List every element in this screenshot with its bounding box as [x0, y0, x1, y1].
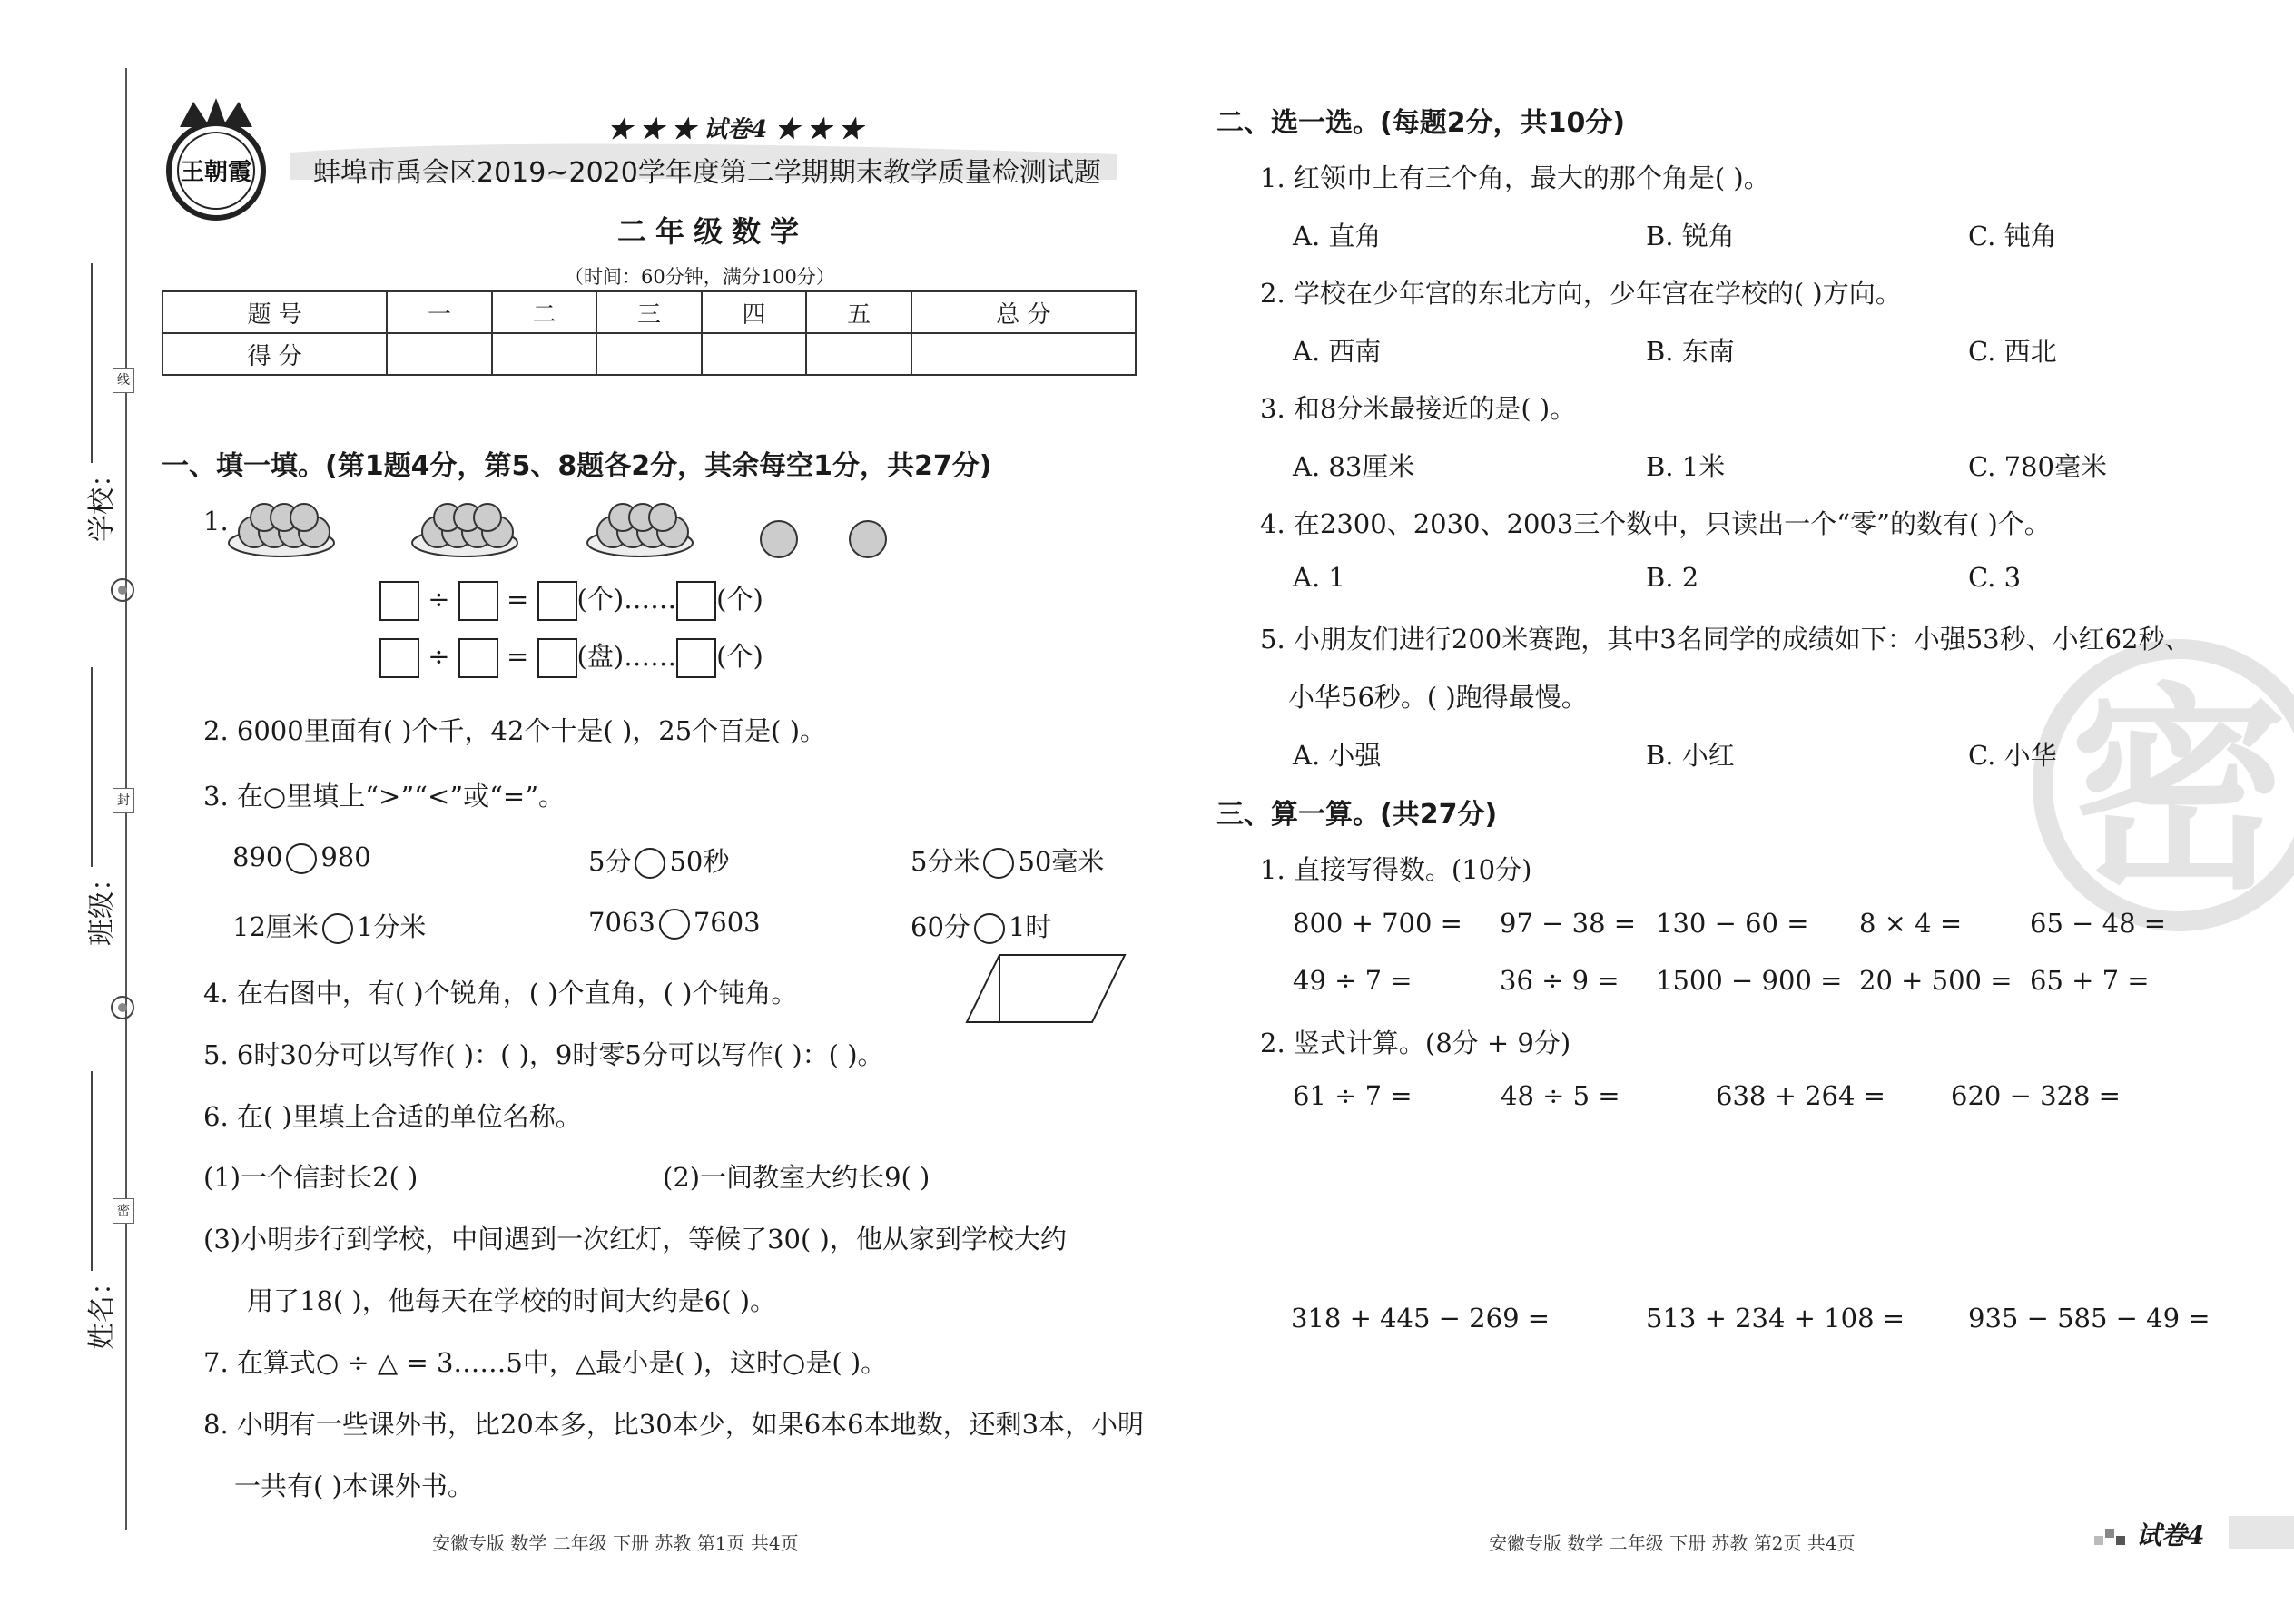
option-b[interactable]: B. 锐角 [1646, 221, 1735, 251]
score-header-cell: 题 号 [162, 291, 387, 333]
answer-box[interactable] [458, 581, 498, 621]
answer-box[interactable] [537, 638, 577, 678]
q6-part3-line2: 用了18( )，他每天在学校的时间大约是6( )。 [247, 1285, 777, 1316]
footer-right: 安徽专版 数学 二年级 下册 苏教 第2页 共4页 [1489, 1532, 1856, 1554]
vertical-calc-item: 620 − 328 = [1951, 1080, 2121, 1111]
option-c[interactable]: C. 小华 [1968, 740, 2057, 771]
q8-line2: 一共有( )本课外书。 [234, 1471, 474, 1501]
paper-badge: ★ ★ ★ 试卷4 ★ ★ ★ [608, 116, 863, 143]
school-label: 学校： [86, 460, 118, 542]
oral-calc-item: 8 × 4 = [1859, 908, 1963, 939]
name-label: 姓名： [86, 1268, 118, 1350]
vertical-calc-item: 48 ÷ 5 = [1501, 1080, 1620, 1111]
option-a[interactable]: A. 直角 [1293, 221, 1382, 251]
option-c[interactable]: C. 钝角 [1968, 221, 2057, 251]
answer-box[interactable] [537, 581, 577, 621]
choice-question: 1. 红领巾上有三个角，最大的那个角是( )。 [1260, 162, 1770, 193]
apple-plates-illustration [227, 497, 899, 561]
compare-item: 5分 50秒 [588, 846, 730, 877]
option-a[interactable]: A. 小强 [1293, 740, 1382, 771]
score-header-cell: 一 [387, 291, 491, 333]
score-cell[interactable] [702, 333, 806, 375]
footer-badge-text: 试卷4 [2136, 1521, 2205, 1550]
answer-box[interactable] [676, 581, 716, 621]
compare-circle[interactable] [635, 848, 665, 879]
vertical-calc-item: 61 ÷ 7 = [1293, 1080, 1413, 1111]
q1-equation-apples: ÷ = (个)…… (个) [379, 579, 763, 621]
footer-left: 安徽专版 数学 二年级 下册 苏教 第1页 共4页 [432, 1532, 799, 1554]
compare-circle[interactable] [286, 843, 317, 874]
option-a[interactable]: A. 1 [1293, 562, 1345, 593]
q6-part3-line1: (3)小明步行到学校，中间遇到一次红灯，等候了30( )，他从家到学校大约 [203, 1224, 1067, 1255]
score-header-cell: 三 [596, 291, 701, 333]
option-b[interactable]: B. 1米 [1646, 451, 1726, 482]
oral-calc-item: 65 − 48 = [2030, 908, 2167, 939]
choice-question: 4. 在2300、2030、2003三个数中，只读出一个“零”的数有( )个。 [1260, 508, 2051, 539]
secret-watermark [2020, 626, 2294, 953]
compare-circle[interactable] [983, 848, 1014, 879]
score-table [162, 290, 1137, 376]
oral-calc-item: 36 ÷ 9 = [1500, 965, 1620, 996]
oral-calc-item: 49 ÷ 7 = [1293, 965, 1413, 996]
answer-box[interactable] [676, 638, 716, 678]
choice-question-5-line1: 5. 小朋友们进行200米赛跑，其中3名同学的成绩如下：小强53秒、小红62秒、 [1260, 624, 2191, 655]
svg-text:密: 密 [2069, 664, 2289, 919]
header-ribbon [272, 98, 1126, 107]
answer-box[interactable] [379, 581, 419, 621]
score-header-row [162, 291, 1136, 333]
section2-heading: 二、选一选。(每题2分，共10分) [1216, 107, 1626, 139]
dots-icon [2092, 1521, 2129, 1549]
vertical-calc-item: 513 + 234 + 108 = [1646, 1303, 1905, 1334]
option-c[interactable]: C. 3 [1968, 562, 2022, 593]
score-header-cell: 二 [492, 291, 596, 333]
oral-calc-item: 65 + 7 = [2030, 965, 2150, 996]
option-c[interactable]: C. 780毫米 [1968, 451, 2107, 482]
option-c[interactable]: C. 西北 [1968, 336, 2057, 367]
option-a[interactable]: A. 西南 [1293, 336, 1382, 367]
exam-title: 蚌埠市禹会区2019~2020学年度第二学期期末教学质量检测试题 [313, 157, 1101, 189]
seal-chip-secret: 密 [113, 1198, 134, 1224]
section1-heading: 一、填一填。(第1题4分，第5、8题各2分，其余每空1分，共27分) [162, 450, 992, 482]
score-cell[interactable] [387, 333, 491, 375]
q6-part1: (1)一个信封长2( ) [203, 1162, 418, 1193]
score-cell[interactable] [806, 333, 911, 375]
score-cell[interactable] [596, 333, 701, 375]
section3-heading: 三、算一算。(共27分) [1216, 799, 1498, 831]
q5-text: 5. 6时30分可以写作( )：( )，9时零5分可以写作( )：( )。 [203, 1039, 884, 1070]
compare-circle[interactable] [322, 913, 353, 944]
oral-calc-item: 97 − 38 = [1500, 908, 1637, 939]
vertical-calc-item: 935 − 585 − 49 = [1968, 1303, 2210, 1334]
ornament-icon [107, 992, 138, 1023]
choice-question: 3. 和8分米最接近的是( )。 [1260, 393, 1577, 424]
option-a[interactable]: A. 83厘米 [1293, 451, 1415, 482]
subsection2-title: 2. 竖式计算。(8分 + 9分) [1260, 1028, 1571, 1058]
class-label: 班级： [86, 864, 118, 946]
score-cell[interactable] [492, 333, 596, 375]
seal-chip-line: 线 [113, 368, 134, 393]
score-header-cell: 总 分 [911, 291, 1136, 333]
q6-part2: (2)一间教室大约长9( ) [663, 1162, 930, 1193]
score-row [162, 333, 1136, 375]
vertical-calc-item: 638 + 264 = [1716, 1080, 1885, 1111]
oral-calc-item: 20 + 500 = [1859, 965, 2013, 996]
oral-calc-item: 800 + 700 = [1293, 908, 1462, 939]
q7-text: 7. 在算式○ ÷ △ = 3……5中，△最小是( )，这时○是( )。 [203, 1347, 888, 1378]
compare-item: 890 980 [232, 842, 371, 872]
footer-badge-bar [2229, 1516, 2294, 1549]
compare-item: 12厘米 1分米 [232, 911, 427, 942]
class-write-line [91, 667, 93, 867]
vertical-calc-item: 318 + 445 − 269 = [1291, 1303, 1551, 1334]
parallelogram-figure [965, 953, 1128, 1024]
school-write-line [91, 263, 93, 463]
q1-equation-plates: ÷ = (盘)…… (个) [379, 636, 763, 678]
oral-calc-item: 1500 − 900 = [1656, 965, 1843, 996]
option-b[interactable]: B. 东南 [1646, 336, 1735, 367]
compare-circle[interactable] [659, 909, 690, 940]
seal-chip-seal: 封 [113, 788, 134, 813]
ornament-icon [107, 575, 138, 605]
q6-text: 6. 在( )里填上合适的单位名称。 [203, 1101, 582, 1132]
q4-text: 4. 在右图中，有( )个锐角，( )个直角，( )个钝角。 [203, 978, 798, 1009]
q1-number: 1. [203, 506, 229, 536]
score-header-cell: 四 [702, 291, 806, 333]
name-write-line [91, 1071, 93, 1271]
option-b[interactable]: B. 2 [1646, 562, 1699, 593]
oral-calc-item: 130 − 60 = [1656, 908, 1809, 939]
subject-title: 二年级数学 [617, 214, 809, 249]
compare-item: 7063 7603 [588, 907, 761, 938]
choice-question: 2. 学校在少年宫的东北方向，少年宫在学校的( )方向。 [1260, 278, 1902, 309]
score-header-cell: 五 [806, 291, 911, 333]
option-b[interactable]: B. 小红 [1646, 740, 1735, 771]
q3-text: 3. 在○里填上“>”“<”或“=”。 [203, 781, 566, 812]
answer-box[interactable] [379, 638, 419, 678]
time-note: （时间：60分钟，满分100分） [565, 266, 835, 288]
compare-circle[interactable] [974, 913, 1005, 944]
q8-line1: 8. 小明有一些课外书，比20本多，比30本少，如果6本6本地数，还剩3本，小明 [203, 1409, 1145, 1440]
compare-item: 5分米 50毫米 [911, 846, 1105, 877]
score-label-cell: 得 分 [162, 333, 387, 375]
q2-text: 2. 6000里面有( )个千，42个十是( )，25个百是( )。 [203, 715, 827, 746]
choice-question-5-line2: 小华56秒。( )跑得最慢。 [1288, 682, 1588, 713]
footer-badge [2092, 1514, 2294, 1550]
compare-item: 60分 1时 [911, 911, 1052, 942]
subsection1-title: 1. 直接写得数。(10分) [1260, 854, 1532, 885]
publisher-logo [162, 91, 271, 227]
svg-text:王朝霞: 王朝霞 [180, 159, 252, 186]
answer-box[interactable] [458, 638, 498, 678]
score-cell[interactable] [911, 333, 1136, 375]
